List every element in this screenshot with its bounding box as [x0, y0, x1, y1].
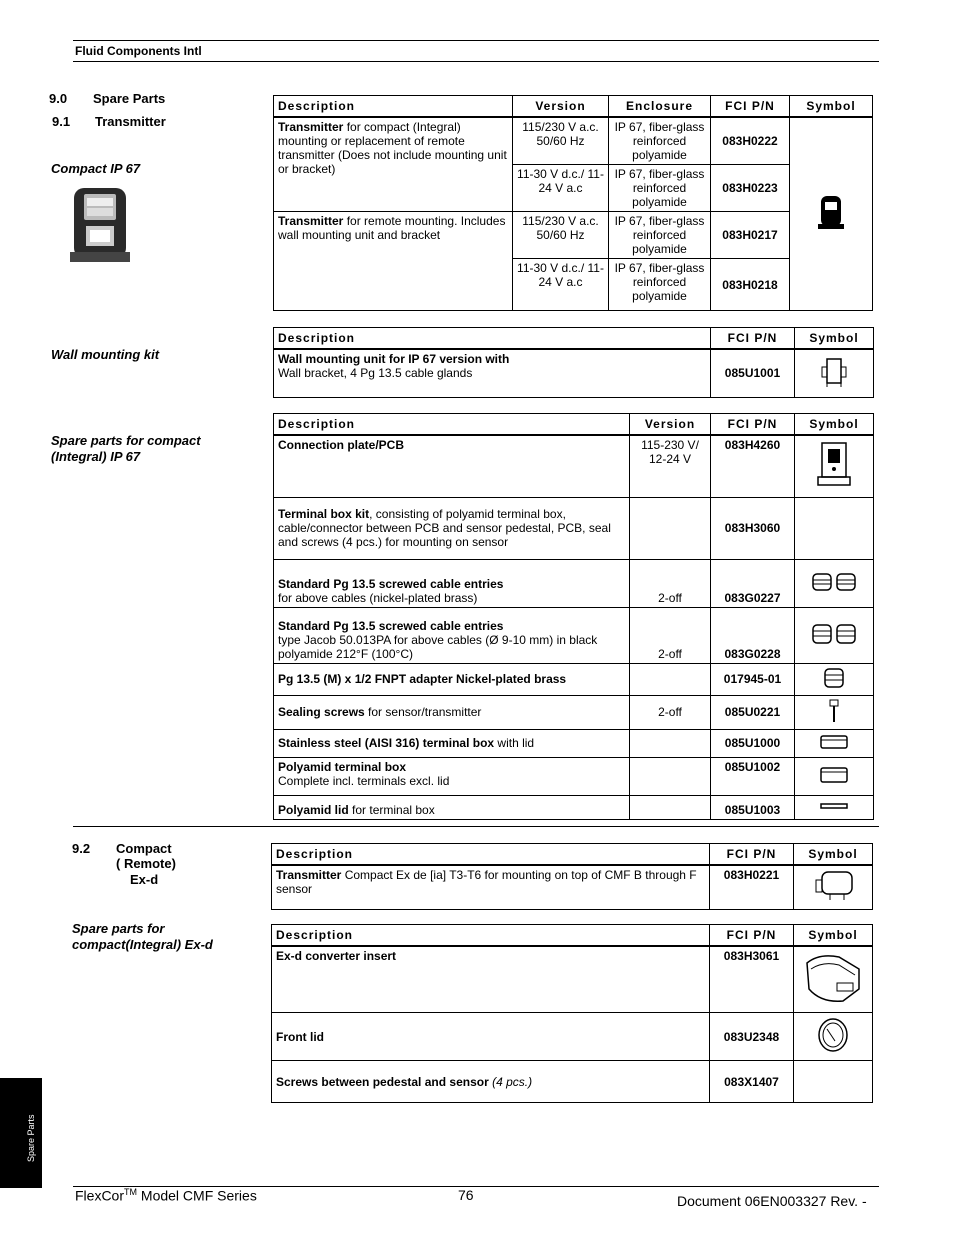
pn-cell: 083G0228 — [711, 607, 795, 663]
cable-gland-icon — [809, 621, 859, 647]
col-pn: FCI P/N — [711, 96, 790, 118]
pn-cell: 083H0218 — [711, 259, 790, 311]
pn-cell: 085U0221 — [711, 695, 795, 729]
desc-cell: Standard Pg 13.5 screwed cable entries for above cables (nickel-plated brass) — [274, 559, 630, 607]
col-pn: FCI P/N — [711, 328, 795, 350]
exd-converter-insert-icon — [799, 949, 867, 1007]
terminal-box-icon — [818, 765, 850, 785]
section-9-2-line2: ( Remote) — [116, 856, 176, 871]
desc-cell: Pg 13.5 (M) x 1/2 FNPT adapter Nickel-plated brass — [274, 663, 630, 695]
col-description: Description — [272, 844, 710, 866]
front-lid-icon — [813, 1015, 853, 1055]
desc-cell: Connection plate/PCB — [274, 435, 630, 497]
col-enclosure: Enclosure — [609, 96, 711, 118]
desc-cell: Sealing screws for sensor/transmitter — [274, 695, 630, 729]
symbol-cell — [795, 757, 874, 795]
col-symbol: Symbol — [790, 96, 873, 118]
version-cell: 11-30 V d.c./ 11-24 V a.c — [513, 259, 609, 311]
desc-cell: Terminal box kit, consisting of polyamid terminal box, cable/connector between PCB and sensor pedestal, PCB, seal and screws (4 pcs.) for mounting on sensor — [274, 497, 630, 559]
symbol-cell — [794, 1061, 873, 1103]
desc-cell: Front lid — [272, 1013, 710, 1061]
desc-cell: Transmitter for remote mounting. Includes wall mounting unit and bracket — [274, 212, 513, 311]
enclosure-cell: IP 67, fiber-glass reinforced polyamide — [609, 259, 711, 311]
desc-cell: Ex-d converter insert — [272, 946, 710, 1013]
enclosure-cell: IP 67, fiber-glass reinforced polyamide — [609, 165, 711, 212]
symbol-cell — [795, 695, 874, 729]
cable-gland-icon — [809, 570, 859, 594]
pn-cell: 083H0217 — [711, 212, 790, 259]
symbol-cell — [794, 865, 873, 910]
wall-bracket-icon — [819, 355, 849, 389]
sidebar-tab — [0, 1078, 42, 1188]
pn-cell: 085U1001 — [711, 349, 795, 397]
subsection-number: 9.1 — [52, 114, 71, 129]
pn-cell: 083H0223 — [711, 165, 790, 212]
enclosure-cell: IP 67, fiber-glass reinforced polyamide — [609, 117, 711, 165]
subsection-title: Transmitter — [95, 114, 166, 129]
symbol-cell — [795, 435, 874, 497]
transmitter-table — [273, 95, 873, 311]
caption-spare-integral-2: (Integral) IP 67 — [51, 449, 141, 464]
version-cell — [630, 497, 711, 559]
wall-kit-table — [273, 327, 874, 398]
pn-cell: 017945-01 — [711, 663, 795, 695]
col-pn: FCI P/N — [710, 925, 794, 947]
connection-plate-icon — [814, 439, 854, 491]
section-9-2-number: 9.2 — [72, 841, 91, 856]
col-symbol: Symbol — [794, 844, 873, 866]
section-divider — [73, 826, 879, 827]
desc-cell: Transmitter Compact Ex de [ia] T3-T6 for mounting on top of CMF B through F sensor — [272, 865, 710, 910]
desc-cell: Stainless steel (AISI 316) terminal box with lid — [274, 729, 630, 757]
pn-cell: 085U1002 — [711, 757, 795, 795]
transmitter-image — [70, 186, 132, 266]
pn-cell: 083H0222 — [711, 117, 790, 165]
version-cell — [630, 663, 711, 695]
caption-spare-exd-1: Spare parts for — [72, 921, 165, 936]
symbol-cell — [794, 1013, 873, 1061]
symbol-cell — [795, 349, 874, 397]
section-9-2-line3: Ex-d — [130, 872, 159, 887]
pn-cell: 085U1000 — [711, 729, 795, 757]
adapter-icon — [822, 666, 846, 690]
version-cell: 2-off — [630, 607, 711, 663]
version-cell: 2-off — [630, 559, 711, 607]
section-9-2-line1: Compact — [116, 841, 172, 856]
footer-product: FlexCor™ Model CMF Series — [75, 1187, 257, 1204]
col-pn: FCI P/N — [711, 414, 795, 436]
symbol-cell — [795, 795, 874, 819]
pn-cell: 083G0227 — [711, 559, 795, 607]
desc-cell: Wall mounting unit for IP 67 version with Wall bracket, 4 Pg 13.5 cable glands — [274, 349, 711, 397]
spare-integral-table — [273, 413, 874, 820]
symbol-cell — [795, 729, 874, 757]
col-version: Version — [630, 414, 711, 436]
col-version: Version — [513, 96, 609, 118]
version-cell — [630, 729, 711, 757]
col-description: Description — [274, 414, 630, 436]
section-number: 9.0 — [49, 91, 68, 106]
desc-cell: Standard Pg 13.5 screwed cable entries type Jacob 50.013PA for above cables (Ø 9-10 mm) in black polyamide 212°F (100°C) — [274, 607, 630, 663]
desc-cell: Polyamid terminal box Complete incl. terminals excl. lid — [274, 757, 630, 795]
spare-exd-table — [271, 924, 873, 1103]
pn-cell: 085U1003 — [711, 795, 795, 819]
caption-compact-ip67: Compact IP 67 — [51, 161, 141, 176]
lid-icon — [818, 801, 850, 811]
version-cell — [630, 757, 711, 795]
version-cell — [630, 795, 711, 819]
symbol-cell — [795, 559, 874, 607]
transmitter-symbol-icon — [816, 194, 846, 232]
pn-cell: 083X1407 — [710, 1061, 794, 1103]
col-symbol: Symbol — [795, 328, 874, 350]
col-description: Description — [274, 328, 711, 350]
col-description: Description — [272, 925, 710, 947]
caption-spare-integral-1: Spare parts for compact — [51, 433, 201, 448]
caption-spare-exd-2: compact(Integral) Ex-d — [72, 937, 213, 952]
version-cell: 115/230 V a.c. 50/60 Hz — [513, 212, 609, 259]
exd-transmitter-icon — [808, 868, 858, 904]
screw-icon — [828, 698, 840, 724]
symbol-cell — [795, 663, 874, 695]
desc-cell: Polyamid lid for terminal box — [274, 795, 630, 819]
col-symbol: Symbol — [795, 414, 874, 436]
symbol-cell — [795, 497, 874, 559]
exd-transmitter-table — [271, 843, 873, 910]
sidebar-label: Spare Parts — [26, 1114, 36, 1162]
symbol-cell — [795, 607, 874, 663]
version-cell: 2-off — [630, 695, 711, 729]
version-cell: 11-30 V d.c./ 11-24 V a.c — [513, 165, 609, 212]
pn-cell: 083H0221 — [710, 865, 794, 910]
header-rule-top — [73, 40, 879, 41]
footer-document: Document 06EN003327 Rev. - — [677, 1193, 867, 1209]
section-title: Spare Parts — [93, 91, 166, 106]
symbol-cell — [794, 946, 873, 1013]
pn-cell: 083H3061 — [710, 946, 794, 1013]
header-rule-bottom — [73, 61, 879, 62]
col-pn: FCI P/N — [710, 844, 794, 866]
enclosure-cell: IP 67, fiber-glass reinforced polyamide — [609, 212, 711, 259]
caption-wall-kit: Wall mounting kit — [51, 347, 160, 362]
pn-cell: 083H3060 — [711, 497, 795, 559]
col-symbol: Symbol — [794, 925, 873, 947]
col-description: Description — [274, 96, 513, 118]
pn-cell: 083U2348 — [710, 1013, 794, 1061]
terminal-box-icon — [818, 733, 850, 751]
desc-cell: Transmitter for compact (Integral) mounting or replacement of remote transmitter (Does not include mounting unit or bracket) — [274, 117, 513, 212]
company-name: Fluid Components Intl — [75, 44, 202, 58]
version-cell: 115/230 V a.c. 50/60 Hz — [513, 117, 609, 165]
desc-cell: Screws between pedestal and sensor (4 pcs.) — [272, 1061, 710, 1103]
pn-cell: 083H4260 — [711, 435, 795, 497]
footer-page-number: 76 — [458, 1187, 474, 1203]
version-cell: 115-230 V/ 12-24 V — [630, 435, 711, 497]
symbol-cell — [790, 117, 873, 311]
